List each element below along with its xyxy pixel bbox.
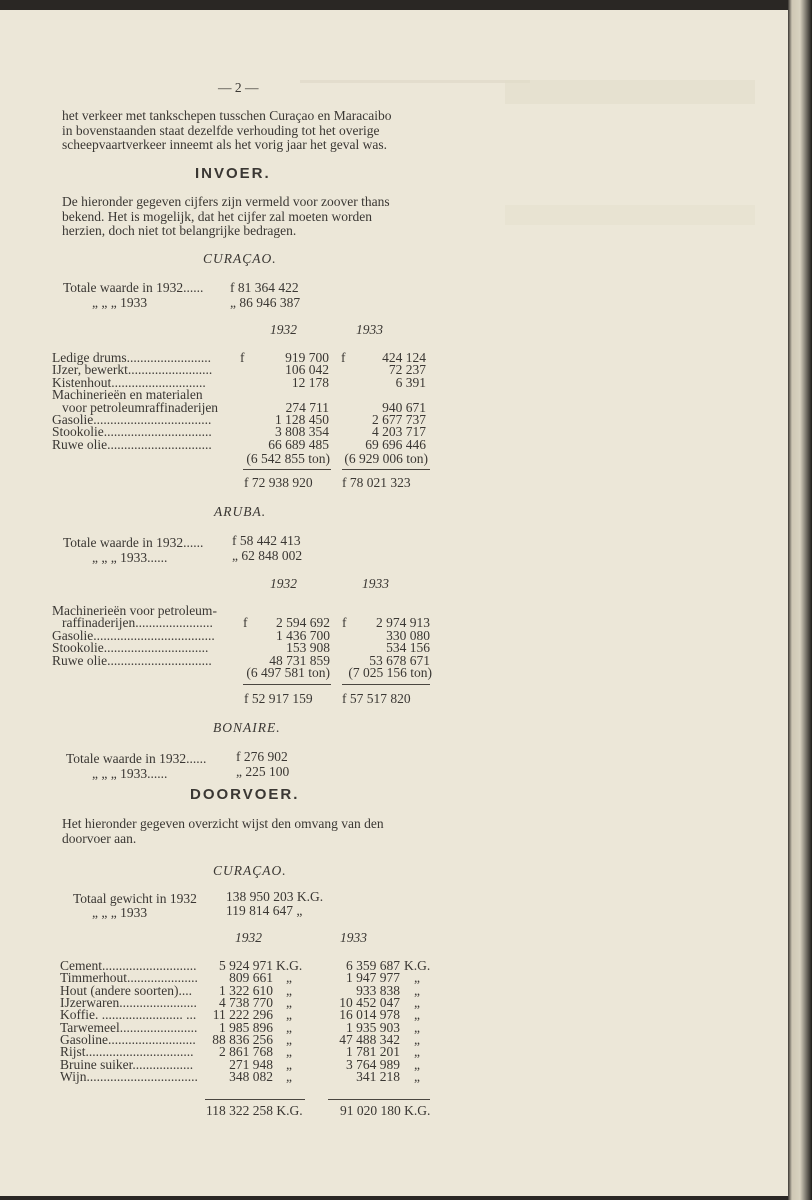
value-1932: 348 082 (229, 1069, 273, 1085)
row-label: Timmerhout..................... (60, 970, 198, 986)
unit-1932: „ (286, 970, 292, 986)
tons-1933: (6 929 006 ton) (344, 451, 428, 466)
sum-1932: 118 322 258 K.G. (206, 1103, 303, 1118)
unit-1933: „ (414, 1032, 420, 1048)
value-1933: 940 671 (382, 399, 426, 415)
currency-symbol: f (341, 350, 346, 365)
total-value: f 276 902 (236, 749, 288, 764)
value-1932: 1 322 610 (219, 982, 273, 998)
value-1932: 88 836 256 (212, 1032, 273, 1048)
row-label: IJzer, bewerkt......................... (52, 362, 213, 378)
row-label: Ruwe olie............................... (52, 436, 212, 452)
sum-1932: f 72 938 920 (244, 475, 313, 490)
total-label: Totale waarde in 1932...... (63, 280, 204, 295)
row-label: Rijst................................ (60, 1044, 194, 1060)
value-1932: 66 689 485 (268, 436, 329, 452)
section-heading-doorvoer: DOORVOER. (190, 786, 300, 803)
total-label: Totaal gewicht in 1932 (73, 891, 197, 906)
unit-1933: „ (414, 1007, 420, 1023)
page-edge (788, 0, 812, 1200)
value-1933: 341 218 (356, 1069, 400, 1085)
text-line: De hieronder gegeven cijfers zijn vermeld voor zoover thans (62, 194, 390, 209)
page-number: — 2 — (218, 80, 259, 95)
row-label: Machinerieën voor petroleum- (52, 603, 217, 618)
value-1933: 6 391 (395, 374, 426, 390)
total-value: f 58 442 413 (232, 533, 301, 548)
row-label: voor petroleumraffinaderijen (62, 399, 219, 415)
value-1933: 3 764 989 (346, 1056, 400, 1072)
total-label: „ „ „ 1933...... (92, 550, 168, 565)
sum-rule (243, 469, 331, 470)
unit-1932: „ (286, 1044, 292, 1060)
unit-1932: K.G. (276, 958, 303, 973)
unit-1933: „ (414, 1069, 420, 1085)
text-line: herzien, doch niet tot belangrijke bedragen. (62, 223, 297, 238)
bleed-through-mark (505, 205, 755, 225)
value-1932: 274 711 (285, 399, 329, 415)
bleed-through-mark (300, 50, 530, 83)
value-1932: 919 700 (285, 350, 329, 365)
year-header-1933: 1933 (356, 322, 383, 337)
row-label: Ledige drums......................... (52, 350, 211, 365)
text-line: scheepvaartverkeer inneemt als het vorig jaar het geval was. (62, 137, 387, 152)
unit-1932: „ (286, 1007, 292, 1023)
value-1932: 3 808 354 (275, 424, 329, 440)
sum-1933: f 57 517 820 (342, 691, 411, 706)
subsection-title: BONAIRE. (213, 720, 281, 735)
value-1933: 16 014 978 (339, 1007, 400, 1023)
text-line: het verkeer met tankschepen tusschen Curaçao en Maracaibo (62, 108, 392, 123)
value-1933: 1 781 201 (346, 1044, 400, 1060)
unit-1933: K.G. (404, 958, 431, 973)
unit-1933: „ (414, 982, 420, 998)
value-1932: 11 222 296 (212, 1007, 273, 1023)
total-value: 119 814 647 „ (226, 903, 303, 918)
value-1932: 2 594 692 (276, 615, 330, 631)
row-label: Ruwe olie............................... (52, 652, 212, 668)
subsection-title: CURAÇAO. (213, 863, 287, 878)
value-1932: 1 128 450 (275, 412, 329, 427)
value-1933: 72 237 (388, 362, 426, 378)
value-1932: 2 861 768 (219, 1044, 273, 1060)
tons-1932: (6 542 855 ton) (246, 451, 330, 466)
unit-1932: „ (286, 1019, 292, 1035)
unit-1932: „ (286, 1056, 292, 1072)
value-1933: 4 203 717 (372, 424, 426, 440)
total-value: „ 62 848 002 (232, 548, 303, 563)
value-1933: 424 124 (382, 350, 426, 365)
invoer-intro (62, 195, 390, 239)
document-page (0, 10, 788, 1196)
value-1932: 12 178 (291, 374, 329, 390)
value-1933: 10 452 047 (339, 995, 400, 1011)
year-header-1932: 1932 (270, 576, 297, 591)
value-1932: 271 948 (229, 1056, 273, 1072)
value-1933: 47 488 342 (339, 1032, 400, 1048)
row-label: Cement............................ (60, 958, 197, 973)
value-1932: 5 924 971 (219, 958, 273, 973)
row-label: raffinaderijen....................... (62, 615, 213, 631)
year-header-1933: 1933 (340, 930, 367, 945)
sum-rule (328, 1099, 430, 1100)
value-1932: 809 661 (229, 970, 273, 986)
year-header-1932: 1932 (235, 930, 262, 945)
value-1932: 1 985 896 (219, 1019, 273, 1035)
currency-symbol: f (240, 350, 245, 365)
subsection-title: CURAÇAO. (203, 251, 277, 266)
value-1933: 2 677 737 (372, 412, 426, 427)
total-label: Totale waarde in 1932...... (66, 751, 207, 766)
unit-1932: „ (286, 995, 292, 1011)
intro-paragraph (62, 109, 391, 153)
year-header-1933: 1933 (362, 576, 389, 591)
row-label: Koffie. ........................ ... (60, 1007, 197, 1023)
tons-1933: (7 025 156 ton) (348, 665, 432, 680)
value-1932: 153 908 (286, 640, 330, 656)
row-label: Gasolie.................................... (52, 627, 215, 643)
sum-1933: 91 020 180 K.G. (340, 1103, 431, 1118)
value-1933: 53 678 671 (369, 652, 430, 668)
value-1933: 1 947 977 (346, 970, 400, 986)
row-label: Kistenhout............................ (52, 374, 206, 390)
value-1933: 1 935 903 (346, 1019, 400, 1035)
unit-1932: „ (286, 1032, 292, 1048)
text-line: doorvoer aan. (62, 830, 137, 846)
value-1932: 48 731 859 (269, 652, 330, 668)
row-label: Gasolie................................... (52, 412, 212, 427)
row-label: Stookolie................................ (52, 424, 212, 440)
value-1933: 6 359 687 (346, 958, 400, 973)
value-1932: 4 738 770 (219, 995, 273, 1011)
row-label: Tarwemeel....................... (60, 1019, 198, 1035)
row-label: Stookolie............................... (52, 640, 209, 656)
section-heading-invoer: INVOER. (195, 165, 271, 182)
sum-rule (243, 684, 331, 685)
row-label: Gasoline.......................... (60, 1032, 196, 1048)
unit-1932: „ (286, 1069, 292, 1085)
sum-rule (205, 1099, 305, 1100)
value-1933: 330 080 (386, 627, 430, 643)
value-1932: 1 436 700 (276, 627, 330, 643)
value-1933: 933 838 (356, 982, 400, 998)
unit-1933: „ (414, 1044, 420, 1060)
unit-1933: „ (414, 995, 420, 1011)
row-label: Wijn................................. (60, 1069, 198, 1085)
value-1933: 69 696 446 (365, 436, 426, 452)
row-label: Bruine suiker.................. (60, 1056, 194, 1072)
row-label: IJzerwaren....................... (60, 995, 197, 1011)
unit-1933: „ (414, 1056, 420, 1072)
row-label: Hout (andere soorten).... (60, 982, 192, 998)
sum-1933: f 78 021 323 (342, 475, 411, 490)
value-1933: 2 974 913 (376, 615, 430, 631)
value-1932: 106 042 (285, 362, 329, 378)
total-label: Totale waarde in 1932...... (63, 535, 204, 550)
unit-1932: „ (286, 982, 292, 998)
sum-rule (342, 684, 430, 685)
total-label: „ „ „ 1933 (92, 905, 148, 920)
doorvoer-intro (62, 817, 384, 846)
total-label: „ „ „ 1933...... (92, 766, 168, 781)
bleed-through-mark (505, 80, 755, 104)
row-label: Machinerieën en materialen (52, 387, 203, 403)
year-header-1932: 1932 (270, 322, 297, 337)
currency-symbol: f (243, 615, 248, 631)
text-line: in bovenstaanden staat dezelfde verhouding tot het overige (62, 122, 380, 138)
unit-1933: „ (414, 970, 420, 986)
total-value: f 81 364 422 (230, 280, 299, 295)
total-label: „ „ „ 1933 (92, 295, 148, 310)
total-value: „ 86 946 387 (230, 295, 301, 310)
text-line: Het hieronder gegeven overzicht wijst den omvang van den (62, 816, 384, 831)
total-value: „ 225 100 (236, 764, 290, 779)
value-1933: 534 156 (386, 640, 430, 656)
subsection-title: ARUBA. (214, 504, 267, 519)
currency-symbol: f (342, 615, 347, 631)
sum-1932: f 52 917 159 (244, 691, 313, 706)
text-line: bekend. Het is mogelijk, dat het cijfer zal moeten worden (62, 208, 373, 224)
total-value: 138 950 203 K.G. (226, 889, 324, 904)
tons-1932: (6 497 581 ton) (246, 665, 330, 680)
unit-1933: „ (414, 1019, 420, 1035)
sum-rule (342, 469, 430, 470)
